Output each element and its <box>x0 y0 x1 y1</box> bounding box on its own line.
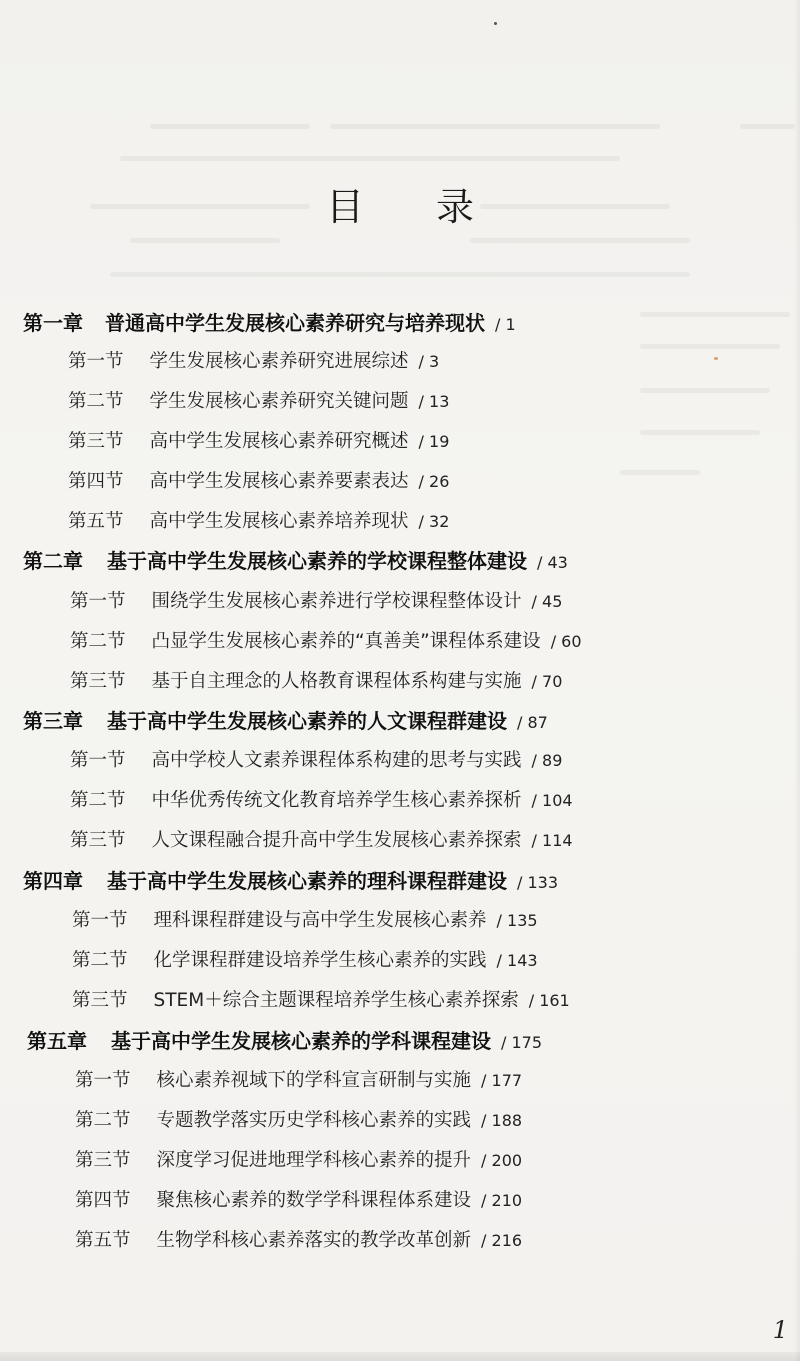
toc-section[interactable] <box>70 587 562 617</box>
section-heading: 聚焦核心素养的数学学科课程体系建设 <box>156 1190 472 1211</box>
page-number: / 161 <box>528 991 570 1010</box>
toc-chapter-1[interactable] <box>23 308 516 338</box>
toc-section[interactable] <box>75 1106 522 1136</box>
section-heading: 学生发展核心素养研究进展综述 <box>149 351 409 372</box>
section-label: 第三节 <box>70 671 126 692</box>
page-number: / 43 <box>537 553 568 572</box>
chapter-heading: 基于高中学生发展核心素养的学科课程建设 <box>111 1029 491 1053</box>
page-number: / 114 <box>531 831 573 850</box>
section-label: 第二节 <box>72 950 128 971</box>
section-label: 第二节 <box>75 1110 131 1131</box>
section-heading: 专题教学落实历史学科核心素养的实践 <box>156 1110 472 1131</box>
section-heading: 基于自主理念的人格教育课程体系构建与实施 <box>151 671 522 692</box>
toc-chapter-2[interactable] <box>23 546 568 576</box>
section-label: 第五节 <box>75 1230 131 1251</box>
section-heading: 中华优秀传统文化教育培养学生核心素养探析 <box>151 790 522 811</box>
page-edge-shadow <box>794 0 800 1361</box>
section-heading: 深度学习促进地理学科核心素养的提升 <box>156 1150 472 1171</box>
section-heading: 人文课程融合提升高中学生发展核心素养探索 <box>151 830 522 851</box>
chapter-label: 第四章 <box>23 869 83 893</box>
toc-chapter-3[interactable] <box>23 706 548 736</box>
toc-section[interactable] <box>68 427 449 457</box>
section-label: 第五节 <box>68 511 124 532</box>
section-heading: 高中学生发展核心素养要素表达 <box>149 471 409 492</box>
section-heading: STEM＋综合主题课程培养学生核心素养探索 <box>153 990 519 1011</box>
page-number: / 188 <box>481 1111 523 1130</box>
toc-section[interactable] <box>70 786 573 816</box>
toc-section[interactable] <box>75 1146 522 1176</box>
toc-chapter-5[interactable] <box>27 1026 542 1056</box>
chapter-heading: 普通高中学生发展核心素养研究与培养现状 <box>105 311 485 335</box>
page-number: / 3 <box>418 352 440 371</box>
section-label: 第一节 <box>68 351 124 372</box>
chapter-label: 第二章 <box>23 549 83 573</box>
toc-section[interactable] <box>68 467 449 497</box>
chapter-label: 第一章 <box>23 311 83 335</box>
section-label: 第二节 <box>70 790 126 811</box>
chapter-label: 第三章 <box>23 709 83 733</box>
page-number: / 45 <box>531 592 563 611</box>
section-label: 第四节 <box>68 471 124 492</box>
page-number: / 200 <box>481 1151 523 1170</box>
page-folio: 1 <box>772 1316 788 1344</box>
page-number: / 175 <box>501 1033 543 1052</box>
section-label: 第三节 <box>75 1150 131 1171</box>
page-number: / 70 <box>531 672 563 691</box>
toc-section[interactable] <box>68 507 449 537</box>
section-heading: 化学课程群建设培养学生核心素养的实践 <box>153 950 487 971</box>
chapter-label: 第五章 <box>27 1029 87 1053</box>
toc-section[interactable] <box>72 906 538 936</box>
page-title: 目 录 <box>325 185 505 229</box>
section-label: 第一节 <box>70 750 126 771</box>
page-number: / 133 <box>517 873 559 892</box>
page-number: / 143 <box>496 951 538 970</box>
section-label: 第一节 <box>75 1070 131 1091</box>
section-label: 第三节 <box>68 431 124 452</box>
section-heading: 生物学科核心素养落实的教学改革创新 <box>156 1230 472 1251</box>
section-label: 第三节 <box>70 830 126 851</box>
page-number: / 216 <box>481 1231 523 1250</box>
page-number: / 89 <box>531 751 563 770</box>
toc-section[interactable] <box>68 347 439 377</box>
page-bottom-edge <box>0 1352 800 1361</box>
toc-section[interactable] <box>68 387 449 417</box>
page-number: / 177 <box>481 1071 523 1090</box>
chapter-heading: 基于高中学生发展核心素养的人文课程群建设 <box>107 709 507 733</box>
page-number: / 19 <box>418 432 450 451</box>
section-label: 第一节 <box>70 591 126 612</box>
chapter-heading: 基于高中学生发展核心素养的理科课程群建设 <box>107 869 507 893</box>
page-number: / 210 <box>481 1191 523 1210</box>
page-number: / 32 <box>418 512 450 531</box>
toc-section[interactable] <box>70 667 562 697</box>
page-number: / 60 <box>550 632 582 651</box>
section-heading: 凸显学生发展核心素养的“真善美”课程体系建设 <box>151 631 541 652</box>
page-number: / 135 <box>496 911 538 930</box>
section-heading: 围绕学生发展核心素养进行学校课程整体设计 <box>151 591 522 612</box>
page-number: / 104 <box>531 791 573 810</box>
section-heading: 核心素养视域下的学科宣言研制与实施 <box>156 1070 472 1091</box>
page-number: / 1 <box>495 315 516 334</box>
toc-section[interactable] <box>75 1066 522 1096</box>
section-label: 第四节 <box>75 1190 131 1211</box>
section-heading: 高中学生发展核心素养研究概述 <box>149 431 409 452</box>
toc-section[interactable] <box>72 986 570 1016</box>
section-heading: 理科课程群建设与高中学生发展核心素养 <box>153 910 487 931</box>
section-heading: 学生发展核心素养研究关键问题 <box>149 391 409 412</box>
toc-section[interactable] <box>75 1186 522 1216</box>
toc-section[interactable] <box>75 1226 522 1256</box>
toc-section[interactable] <box>70 746 562 776</box>
section-heading: 高中学生发展核心素养培养现状 <box>149 511 409 532</box>
section-heading: 高中学校人文素养课程体系构建的思考与实践 <box>151 750 522 771</box>
page-number: / 26 <box>418 472 450 491</box>
toc-section[interactable] <box>70 826 573 856</box>
page-number: / 13 <box>418 392 450 411</box>
section-label: 第二节 <box>68 391 124 412</box>
toc-section[interactable] <box>70 627 582 657</box>
page-number: / 87 <box>517 713 548 732</box>
toc-chapter-4[interactable] <box>23 866 558 896</box>
section-label: 第一节 <box>72 910 128 931</box>
toc-section[interactable] <box>72 946 538 976</box>
section-label: 第三节 <box>72 990 128 1011</box>
section-label: 第二节 <box>70 631 126 652</box>
chapter-heading: 基于高中学生发展核心素养的学校课程整体建设 <box>107 549 527 573</box>
